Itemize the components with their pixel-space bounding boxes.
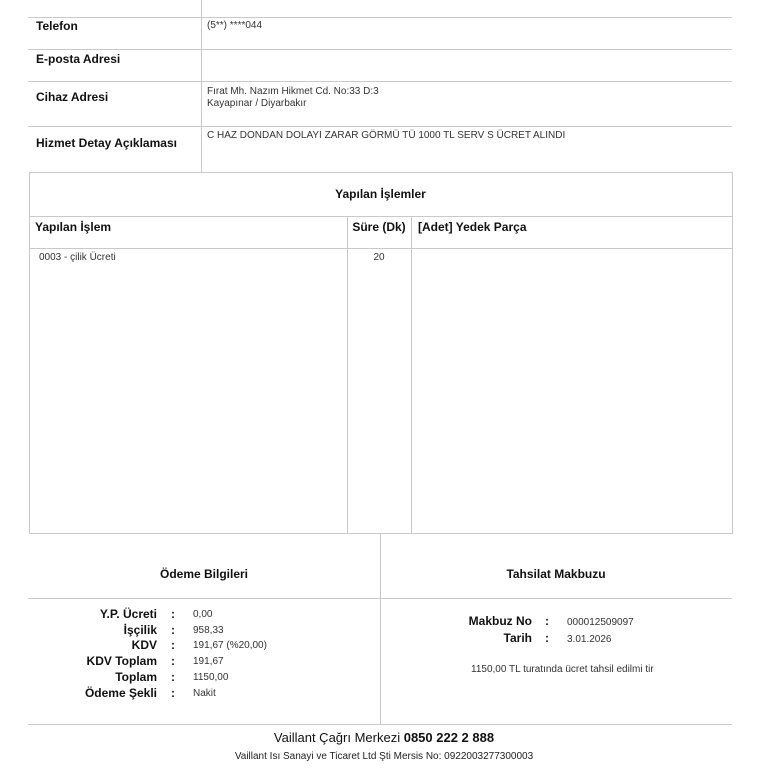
kdv-label: KDV <box>131 638 157 652</box>
payment-method-value: Nakit <box>193 688 216 699</box>
operations-title: Yapılan İşlemler <box>335 187 426 201</box>
yp-fee-label: Y.P. Ücreti <box>99 607 157 621</box>
call-center-number: 0850 222 2 888 <box>403 730 495 745</box>
service-detail-label: Hizmet Detay Açıklaması <box>36 136 177 150</box>
email-label: E-posta Adresi <box>36 52 121 66</box>
colon: : <box>171 623 175 637</box>
total-label: Toplam <box>115 670 157 684</box>
call-center-text: Vaillant Çağrı Merkezi <box>273 730 401 745</box>
payment-method-label: Ödeme Şekli <box>84 686 157 700</box>
labor-value: 958,33 <box>193 625 224 636</box>
col-header-parts: [Adet] Yedek Parça <box>418 220 527 234</box>
col-header-duration: Süre (Dk) <box>352 220 406 234</box>
colon: : <box>171 638 175 652</box>
kdv-value: 191,67 (%20,00) <box>193 640 267 651</box>
colon: : <box>545 631 549 645</box>
payment-info-title: Ödeme Bilgileri <box>159 567 249 581</box>
device-address-line2: Kayapınar / Diyarbakır <box>207 98 307 109</box>
row-operation: 0003 - çilik Ücreti <box>39 252 116 263</box>
colon: : <box>171 654 175 668</box>
receipt-note: 1150,00 TL turatında ücret tahsil edilmi tir <box>471 664 654 675</box>
total-value: 1150,00 <box>193 672 229 683</box>
colon: : <box>171 686 175 700</box>
yp-fee-value: 0,00 <box>193 609 213 620</box>
receipt-date-value: 3.01.2026 <box>567 634 612 645</box>
device-address-line1: Fırat Mh. Nazım Hikmet Cd. No:33 D:3 <box>207 86 379 97</box>
phone-label: Telefon <box>36 19 78 33</box>
col-header-operation: Yapılan İşlem <box>35 220 112 234</box>
receipt-date-label: Tarih <box>503 631 532 645</box>
colon: : <box>171 607 175 621</box>
colon: : <box>171 670 175 684</box>
service-detail-value: C HAZ DONDAN DOLAYI ZARAR GÖRMÜ TÜ 1000 TL SERV S ÜCRET ALINDI <box>207 130 566 141</box>
labor-label: İşçilik <box>123 623 157 637</box>
row-duration: 20 <box>373 252 385 263</box>
device-address-label: Cihaz Adresi <box>36 90 109 104</box>
colon: : <box>545 614 549 628</box>
footer-call-center <box>0 730 768 745</box>
phone-value: (5**) ****044 <box>207 20 263 31</box>
receipt-no-label: Makbuz No <box>468 614 532 628</box>
footer-company-line: Vaillant Isı Sanayi ve Ticaret Ltd Şti Mersis No: 0922003277300003 <box>234 751 534 762</box>
kdv-total-value: 191,67 <box>193 656 224 667</box>
collection-receipt-title: Tahsilat Makbuzu <box>506 567 606 581</box>
receipt-no-value: 000012509097 <box>567 617 634 628</box>
kdv-total-label: KDV Toplam <box>86 654 157 668</box>
